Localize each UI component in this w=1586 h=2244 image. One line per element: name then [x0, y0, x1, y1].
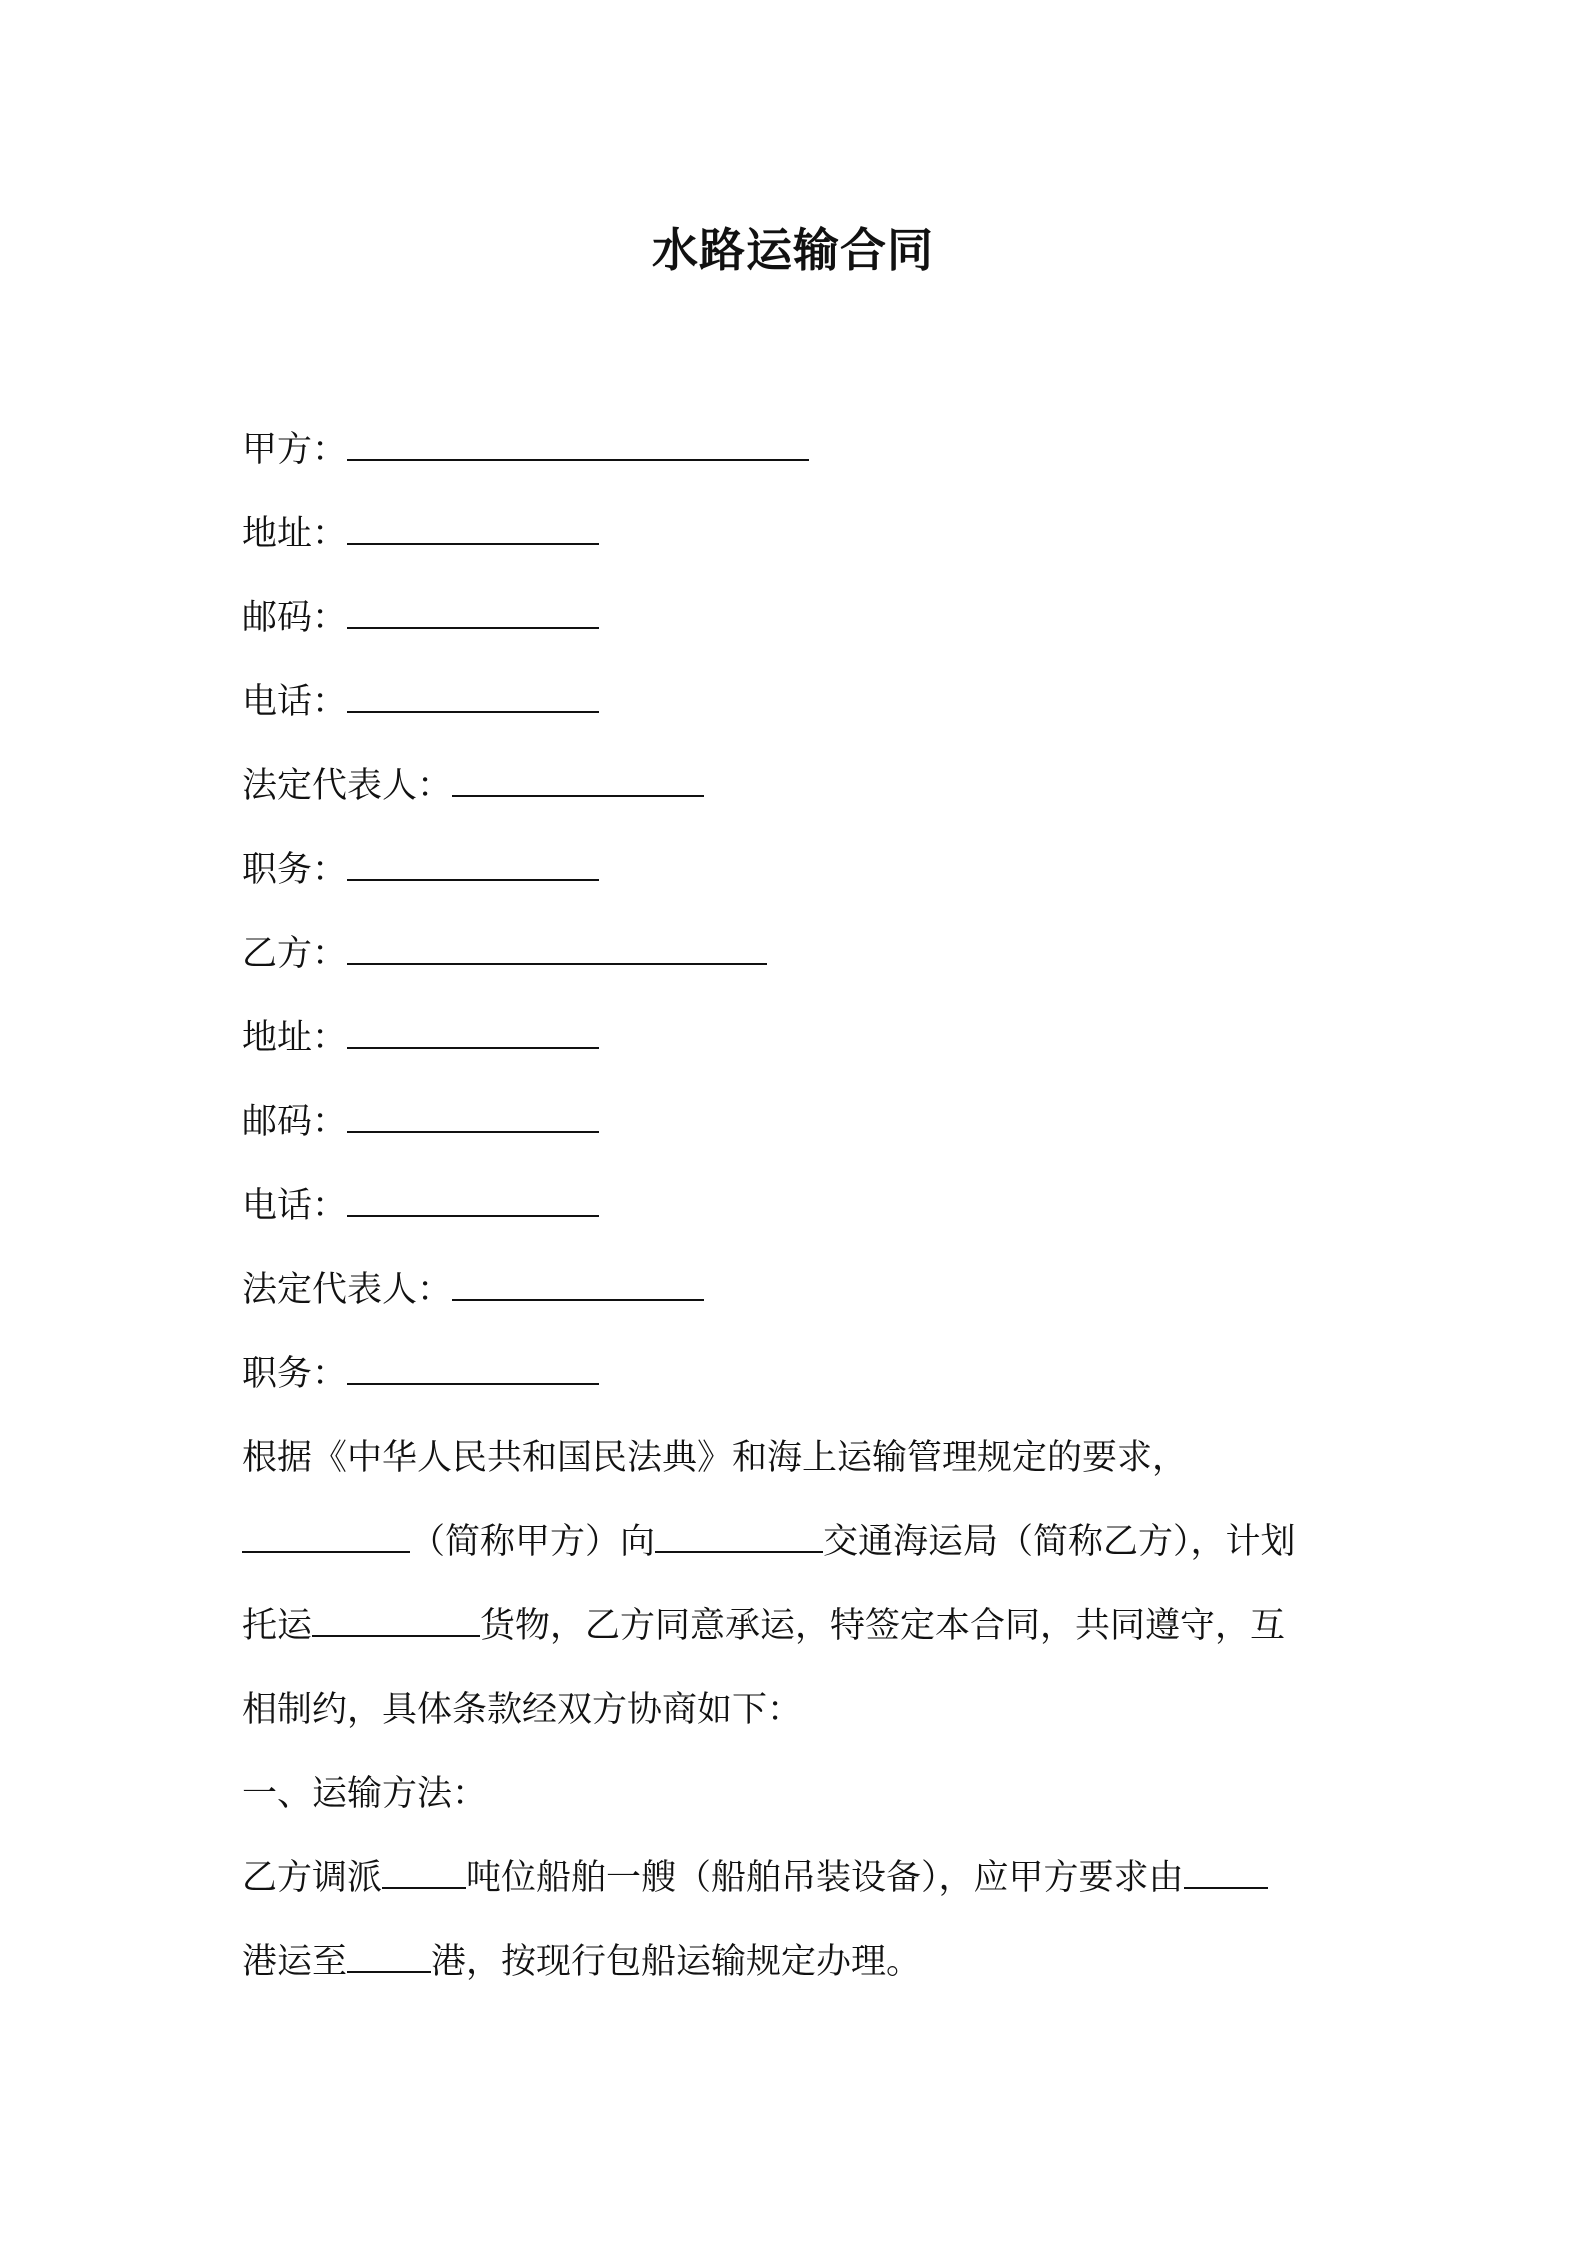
party-a-address-line	[242, 492, 1352, 576]
party-b-postcode-line	[242, 1080, 1352, 1164]
party-a-phone-label: 电话：	[242, 682, 348, 722]
party-a-position-blank[interactable]	[347, 849, 599, 881]
preamble-line-2	[242, 1500, 1352, 1584]
destination-port-blank[interactable]	[347, 1941, 431, 1973]
party-b-phone-label: 电话：	[242, 1186, 348, 1226]
party-a-position-line	[242, 828, 1352, 912]
cargo-blank[interactable]	[312, 1605, 480, 1637]
party-a-postcode-blank[interactable]	[347, 597, 599, 629]
section-1-line-1	[242, 1836, 1352, 1920]
preamble-text-2a: （简称甲方）向	[410, 1522, 656, 1562]
preamble-line-3	[242, 1584, 1352, 1668]
preamble-text-4: 相制约，具体条款经双方协商如下：	[242, 1690, 803, 1730]
client-name-blank[interactable]	[242, 1521, 410, 1553]
section-1-text-2b: 港，按现行包船运输规定办理。	[431, 1942, 922, 1982]
party-b-address-line	[242, 996, 1352, 1080]
party-a-phone-blank[interactable]	[347, 681, 599, 713]
party-a-legal-rep-line	[242, 744, 1352, 828]
party-a-phone-line	[242, 660, 1352, 744]
preamble-text-3a: 托运	[242, 1606, 313, 1646]
preamble-text-1: 根据《中华人民共和国民法典》和海上运输管理规定的要求，	[242, 1438, 1188, 1478]
party-a-legal-rep-label: 法定代表人：	[242, 766, 453, 806]
preamble-line-1	[242, 1416, 1352, 1500]
party-a-name-line	[242, 408, 1352, 492]
section-1-heading	[242, 1752, 1352, 1836]
party-b-address-blank[interactable]	[347, 1017, 599, 1049]
party-b-legal-rep-label: 法定代表人：	[242, 1270, 453, 1310]
party-a-postcode-line	[242, 576, 1352, 660]
party-a-postcode-label: 邮码：	[242, 598, 348, 638]
preamble-text-2b: 交通海运局（简称乙方），计划	[823, 1522, 1296, 1562]
party-b-position-blank[interactable]	[347, 1353, 599, 1385]
tonnage-blank[interactable]	[382, 1857, 466, 1889]
party-a-label: 甲方：	[242, 430, 348, 470]
party-b-name-blank[interactable]	[347, 933, 767, 965]
party-b-postcode-blank[interactable]	[347, 1101, 599, 1133]
section-1-text-1a: 乙方调派	[242, 1858, 383, 1898]
document-title: 水路运输合同	[652, 223, 934, 277]
party-b-position-label: 职务：	[242, 1354, 348, 1394]
party-b-name-line	[242, 912, 1352, 996]
preamble-text-3b: 货物，乙方同意承运，特签定本合同，共同遵守，互	[480, 1606, 1286, 1646]
party-b-position-line	[242, 1332, 1352, 1416]
party-b-legal-rep-blank[interactable]	[452, 1269, 704, 1301]
origin-port-blank[interactable]	[1184, 1857, 1268, 1889]
party-a-position-label: 职务：	[242, 850, 348, 890]
section-1-text-2a: 港运至	[242, 1942, 348, 1982]
party-a-address-label: 地址：	[242, 514, 348, 554]
document-body	[242, 408, 1352, 2004]
party-a-legal-rep-blank[interactable]	[452, 765, 704, 797]
preamble-line-4	[242, 1668, 1352, 1752]
party-b-address-label: 地址：	[242, 1018, 348, 1058]
party-a-address-blank[interactable]	[347, 513, 599, 545]
section-1-heading-text: 一、运输方法：	[242, 1774, 488, 1814]
party-b-phone-line	[242, 1164, 1352, 1248]
party-b-legal-rep-line	[242, 1248, 1352, 1332]
party-b-postcode-label: 邮码：	[242, 1102, 348, 1142]
party-b-phone-blank[interactable]	[347, 1185, 599, 1217]
section-1-line-2	[242, 1920, 1352, 2004]
party-b-label: 乙方：	[242, 934, 348, 974]
section-1-text-1b: 吨位船舶一艘（船舶吊装设备），应甲方要求由	[466, 1858, 1184, 1898]
carrier-name-blank[interactable]	[655, 1521, 823, 1553]
party-a-name-blank[interactable]	[347, 429, 809, 461]
